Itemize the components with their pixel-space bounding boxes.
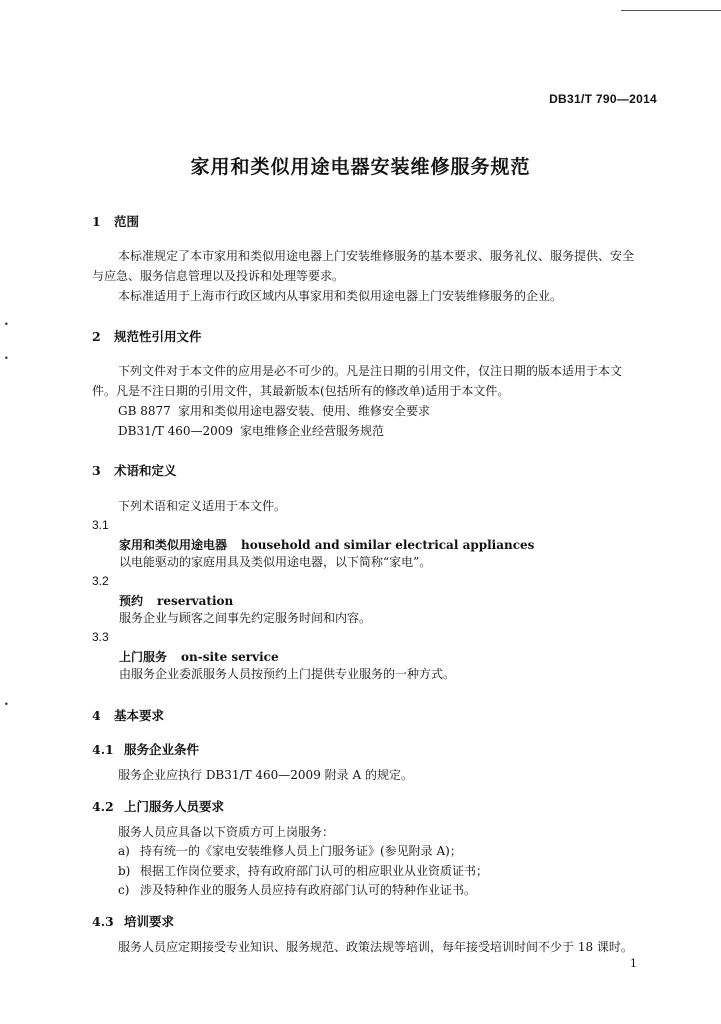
paragraph-line: 与应急、服务信息管理以及投诉和处理等要求。 <box>92 269 345 283</box>
section-number: 3 <box>92 463 101 478</box>
section-title: 规范性引用文件 <box>114 329 202 344</box>
scan-mark: • <box>4 320 9 329</box>
term-zh: 上门服务 <box>119 650 168 664</box>
section-number: 4 <box>92 708 101 723</box>
subsection-title: 上门服务人员要求 <box>124 799 225 814</box>
list-item-label: b) <box>118 864 131 878</box>
subsection-number: 4.2 <box>92 799 114 814</box>
term-zh: 预约 <box>119 594 144 608</box>
term-heading <box>119 536 534 553</box>
subsection-number: 4.3 <box>92 914 114 929</box>
reference-name: 家电维修企业经营服务规范 <box>240 424 385 438</box>
scan-border-line <box>621 10 721 11</box>
term-en: household and similar electrical appliances <box>241 538 535 552</box>
section-title: 基本要求 <box>114 708 165 723</box>
reference-name: 家用和类似用途电器安装、使用、维修安全要求 <box>178 404 431 418</box>
paragraph-line: 件。凡是不注日期的引用文件，其最新版本(包括所有的修改单)适用于本文件。 <box>92 384 510 398</box>
section-number: 1 <box>92 214 101 229</box>
paragraph-line: 下列文件对于本文件的应用是必不可少的。凡是注日期的引用文件，仅注日期的版本适用于本文 <box>118 364 623 378</box>
list-item <box>118 861 488 881</box>
page-number: 1 <box>630 957 637 970</box>
subsection-heading-4-3 <box>92 912 174 930</box>
term-number: 3.1 <box>92 518 109 532</box>
term-number: 3.2 <box>92 574 109 588</box>
document-code: DB31/T 790—2014 <box>549 92 657 106</box>
term-heading <box>119 648 279 665</box>
reference-item <box>118 421 384 441</box>
section-heading-4 <box>92 706 164 724</box>
scan-mark: • <box>4 354 9 363</box>
reference-code: DB31/T 460—2009 <box>118 424 234 438</box>
section-heading-2 <box>92 327 202 345</box>
scan-mark: • <box>4 700 9 709</box>
term-definition: 由服务企业委派服务人员按预约上门提供专业服务的一种方式。 <box>119 667 456 681</box>
subsection-number: 4.1 <box>92 742 114 757</box>
document-title: 家用和类似用途电器安装维修服务规范 <box>190 156 531 178</box>
section-heading-3 <box>92 461 177 479</box>
paragraph-line: 服务人员应具备以下资质方可上岗服务： <box>118 825 335 839</box>
list-item-text: 涉及特种作业的服务人员应持有政府部门认可的特种作业证书。 <box>140 883 477 897</box>
paragraph-line: 服务企业应执行 DB31/T 460—2009 附录 A 的规定。 <box>118 768 413 782</box>
term-zh: 家用和类似用途电器 <box>119 538 228 552</box>
section-heading-1 <box>92 212 139 230</box>
list-item <box>118 841 462 861</box>
term-en: reservation <box>157 594 234 608</box>
list-item-text: 持有统一的《家电安装维修人员上门服务证》(参见附录 A)； <box>140 844 462 858</box>
subsection-heading-4-2 <box>92 797 224 815</box>
list-item <box>118 880 476 900</box>
term-en: on-site service <box>181 650 279 664</box>
section-title: 术语和定义 <box>114 463 177 478</box>
reference-item <box>118 401 430 421</box>
section-number: 2 <box>92 329 101 344</box>
list-item-label: c) <box>118 883 130 897</box>
subsection-title: 培训要求 <box>124 914 175 929</box>
list-item-text: 根据工作岗位要求，持有政府部门认可的相应职业从业资质证书； <box>140 864 489 878</box>
paragraph-line: 本标准规定了本市家用和类似用途电器上门安装维修服务的基本要求、服务礼仪、服务提供、安全 <box>118 249 635 263</box>
section-title: 范围 <box>114 214 140 229</box>
paragraph-line: 本标准适用于上海市行政区域内从事家用和类似用途电器上门安装维修服务的企业。 <box>118 289 563 303</box>
term-definition: 服务企业与顾客之间事先约定服务时间和内容。 <box>119 611 372 625</box>
list-item-label: a) <box>118 844 130 858</box>
paragraph-line: 下列术语和定义适用于本文件。 <box>118 499 287 513</box>
term-heading <box>119 592 233 609</box>
term-number: 3.3 <box>92 630 109 644</box>
subsection-title: 服务企业条件 <box>124 742 200 757</box>
term-definition: 以电能驱动的家庭用具及类似用途电器，以下简称“家电”。 <box>119 555 432 569</box>
reference-code: GB 8877 <box>118 404 171 418</box>
subsection-heading-4-1 <box>92 740 199 758</box>
paragraph-line: 服务人员应定期接受专业知识、服务规范、政策法规等培训，每年接受培训时间不少于 18 课时。 <box>118 940 633 954</box>
